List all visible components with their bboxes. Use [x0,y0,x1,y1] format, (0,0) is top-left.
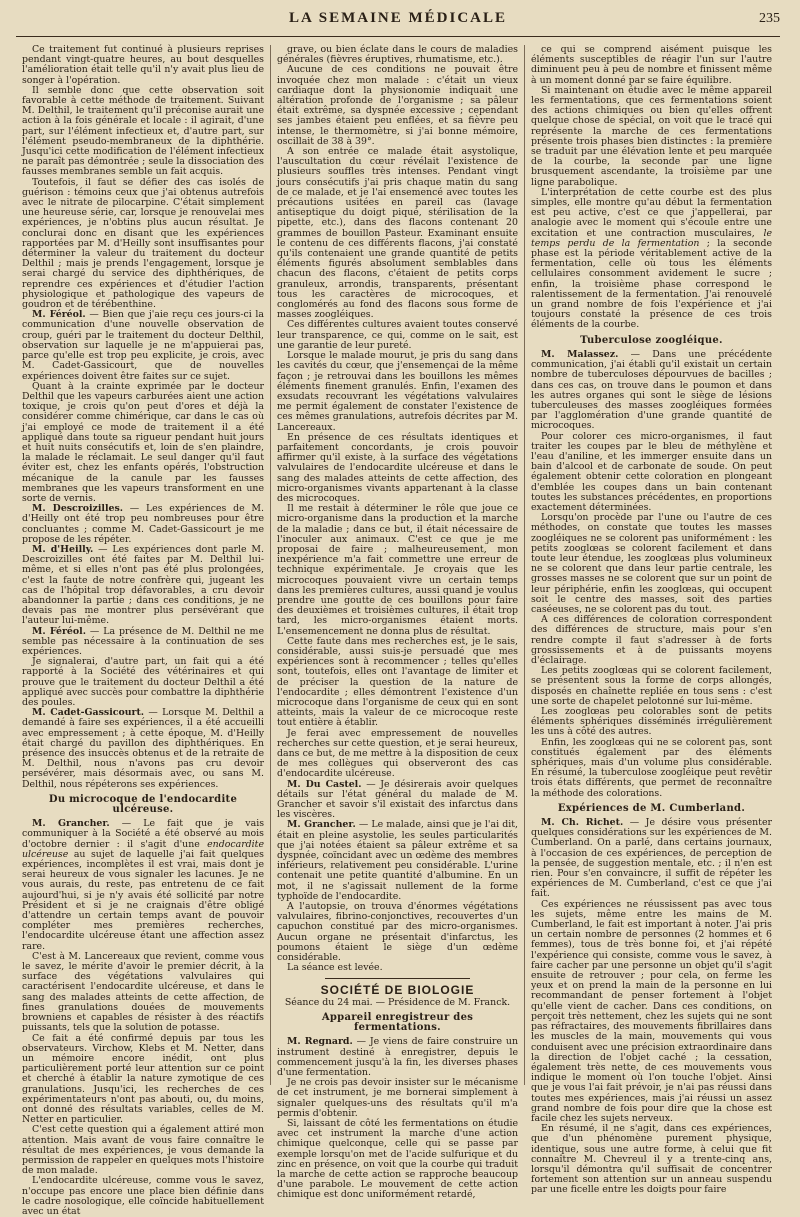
journal-title: LA SEMAINE MÉDICALE [288,10,508,26]
paragraph: Ces expériences ne réussissent pas avec tous les sujets, même entre les mains de M. Cumberland, le fait est important à noter. J'ai pris un certain nombre de personnes (2 hommes et 6 femmes), tous de très bonne foi, et j'ai répété l'expérience qui consiste, comme vous le savez, à faire cacher par une personne un objet qu'il s'agit ensuite de retrouver ; pour cela, on ferme les yeux et on prend la main de la personne en lui recommandant de penser fortement à l'objet qu'elle vient de cacher. Dans ces conditions, on perçoit très nettement, chez les sujets qui ne sont pas réfractaires, des mouvements fibrillaires dans les muscles de la main, mouvements qui vous conduisent avec une précision extraordinaire dans la direction de l'objet caché ; la cessation, également très nette, de ces mouvements vous indique le moment où l'on touche l'objet. Ainsi que je vous l'ai fait prévoir, je n'ai pas réussi dans toutes mes expériences, mais j'ai réussi un assez grand nombre de fois pour dire que la chose est facile chez les sujets nerveux. [531,898,773,1124]
paragraph: M. Ch. Richet. — Je désire vous présenter quelques considérations sur les expériences de M. Cumberland. On a parlé, dans certains journaux, à l'occasion de ces expériences, de perception de la pensée, de suggestion mentale, etc. ; il n'en est rien. Pour s'en convaincre, il suffit de répéter les expériences de M. Cumberland, c'est ce que j'ai fait. [531,817,772,900]
paragraph: Il me restait à déterminer le rôle que joue ce micro-organisme dans la production et la marche de la maladie ; dans ce but, il était nécessaire de l'inoculer aux animaux. C'est ce que je me proposai de faire ; malheureusement, mon inexpérience m'a fait commettre une erreur de technique expérimentale. Je croyais que les microcoques pouvaient vivre un certain temps dans les premières cultures, aussi quand je voulus prendre une goutte de ces bouillons pour faire des deuxièmes et troisièmes cultures, il était trop tard, les micro-organismes étaient morts. L'ensemencement ne donna plus de résultat. [277,503,518,637]
paragraph: Ces différentes cultures avaient toutes conservé leur transparence, ce qui, comme on le sait, est une garantie de leur pureté. [277,319,518,351]
section-heading: Tuberculose zoogléique. [580,334,723,346]
speaker-name: M. Féréol. [32,309,86,321]
paragraph: L'endocardite ulcéreuse, comme vous le savez, n'occupe pas encore une place bien définie dans le cadre nosologique, elle coïncide habituellement avec un état [22,1175,264,1217]
paragraph: Je ne crois pas devoir insister sur le mécanisme de cet instrument, je me bornerai simplement à signaler quelques-uns des résultats qu'il m'a permis d'obtenir. [277,1077,518,1119]
paragraph: A l'autopsie, on trouva d'énormes végétations valvulaires, fibrino-conjonctives, recouvertes d'un capuchon constitué par des micro-organismes. Aucun organe ne présentait d'infarctus, les poumons étaient le siège d'un œdème considérable. [277,901,518,964]
speaker-name: M. Grancher. [287,819,356,831]
section-heading: Du microcoque de l'endocardite ulcéreuse. [48,793,238,816]
column-1 [16,44,270,1217]
paragraph: Si, laissant de côté les fermentations on étudie avec cet instrument la marche d'une action chimique quelconque, celle qui se passe par exemple lorsqu'on met de l'acide sulfurique et du zinc en présence, on voit que la courbe qui traduit la marche de cette action se rapproche beaucoup d'une parabole. Le mouvement de cette action chimique est donc uniformément retardé, [277,1117,518,1201]
paragraph: M. Cadet-Gassicourt. — Lorsque M. Delthil a demandé à faire ses expériences, il a été accueilli avec empressement ; à cette époque, M. d'Heilly était chargé du pavillon des diphthériques. En présence des insuccès obtenus et de la retraite de M. Delthil, nous n'avons pas cru devoir persévérer, mais désormais avec, ou sans M. Delthil, nous répéterons ses expériences. [22,707,264,790]
paragraph: Lorsque le malade mourut, je pris du sang dans les cavités du cœur, que j'ensemençai de la même façon ; je retrouvai dans les bouillons les mêmes éléments finement granulés. Enfin, l'examen des exsudats recouvrant les végétations valvulaires me permit également de constater l'existence de ces mêmes granulations, autrefois décrites par M. Lancereaux. [277,350,518,433]
speaker-name: M. Descroizilles. [32,503,124,515]
speaker-name: M. Féréol. [32,625,86,637]
speaker-name: M. Du Castel. [287,778,362,790]
speaker-name: M. Grancher. [32,818,110,830]
session-line: Séance du 24 mai. — Présidence de M. Franck. [284,996,511,1008]
paragraph: Lorsqu'on procède par l'une ou l'autre de ces méthodes, on constate que toutes les masses zoogléiques ne se colorent pas uniformément : les petits zooglœas se colorent facilement et dans toute leur étendue, les zooglœas plus volumineux ne se colorent que dans leur partie centrale, les grosses masses ne se colorent que sur un point de leur périphérie, enfin les zooglœas, qui occupent soit le centre des masses, soit des parties caséeuses, ne se colorent pas du tout. [531,512,772,615]
paragraph: Toutefois, il faut se défier des cas isolés de guérison : témoins ceux que j'ai obtenus autrefois avec le nitrate de pilocarpine. C'était simplement une heureuse série, car, lorsque je renouvelai mes expériences, je n'obtins plus aucun résultat. Je conclurai donc en disant que les expériences rapportées par M. d'Heilly sont insuffisantes pour déterminer la valeur du traitement du docteur Delthil ; mais je prends l'engagement, lorsque je serai chargé du service des diphthériques, de reprendre ces expériences et d'étudier l'action physiologique et pathologique des vapeurs de goudron et de térébenthine. [22,176,264,311]
column-2 [270,44,524,1201]
paragraph: En résumé, il ne s'agit, dans ces expériences, que d'un phénomène purement physique, identique, sous une autre forme, à celui que fit connaître M. Chevreul il y a trente-cinq ans, lorsqu'il démontra qu'il suffisait de concentrer fortement son attention sur un anneau suspendu par une ficelle entre les doigts pour faire [531,1123,772,1196]
paragraph: Je ferai avec empressement de nouvelles recherches sur cette question, et je serai heureux, dans ce but, de me mettre à la disposition de ceux de mes collègues qui observeront des cas d'endocardite ulcéreuse. [277,727,518,780]
paragraph: Les petits zooglœas qui se colorent facilement, se présentent sous la forme de corps allongés, disposés en chaînette repliée en tous sens : c'est une sorte de chapelet pelotonné sur lui-même. [531,665,772,707]
speaker-name: M. Malassez. [541,348,619,360]
paragraph: A ces différences de coloration correspondent des différences de structure, mais pour s'en rendre compte il faut s'adresser à de forts grossissements et à de puissants moyens d'éclairage. [531,614,772,666]
section-heading: Expériences de M. Cumberland. [557,802,746,814]
speaker-name: M. d'Heilly. [32,543,94,555]
paragraph: La séance est levée. [287,962,383,974]
paragraph: ce qui se comprend aisément puisque les éléments susceptibles de réagir l'un sur l'autre diminuent peu à peu de nombre et finissent même à un moment donné par se faire équilibre. [531,44,772,86]
speaker-name: M. Cadet-Gassicourt. [32,707,145,719]
paragraph: M. Malassez. — Dans une précédente communication, j'ai établi qu'il existait un certain nombre de tuberculoses dépourvues de bacilles ; dans ces cas, on trouve dans le poumon et dans les autres organes qui sont le siège de lésions tuberculeuses des masses zoogléiques formées par l'agglomération d'une grande quantité de microcoques. [531,348,772,432]
paragraph: Cette faute dans mes recherches est, je le sais, considérable, aussi suis-je persuadé que mes expériences sont à recommencer ; telles qu'elles sont, toutefois, elles ont l'avantage de limiter et de préciser la question de la nature de l'endocardite ; elles démontrent l'existence d'un microcoque dans l'organisme de ceux qui en sont atteints, mais la valeur de ce microcoque reste tout entière à établir. [277,635,518,729]
paragraph: M. Regnard. — Je viens de faire construire un instrument destiné à enregistrer, depuis le commencement jusqu'à la fin, les diverses phases d'une fermentation. [277,1036,518,1078]
paragraph: M. Du Castel. — Je désirerais avoir quelques détails sur l'état général du malade de M. Grancher et savoir s'il existait des infarctus dans les viscères. [277,778,518,821]
paragraph: M. Grancher. — Le fait que je vais communiquer à la Société a été observé au mois d'octobre dernier : il s'agit d'une endocardite ulcéreuse au sujet de laquelle j'ai fait quelques expériences, incomplètes il est vrai, mais dont je serai heureux de vous signaler les lacunes. Je ne vous aurais, du reste, pas entretenu de ce fait aujourd'hui, si je n'y avais été sollicité par notre Président et si je ne craignais d'être obligé d'attendre un certain temps avant de pouvoir compléter mes premières recherches, l'endocardite ulcéreuse étant une affection assez rare. [22,818,265,952]
speaker-name: M. Regnard. [287,1036,353,1048]
section-heading: Appareil enregistreur des fermentations. [321,1011,474,1034]
paragraph: A son entrée ce malade était asystolique, l'auscultation du cœur révélait l'existence de plusieurs souffles très intenses. Pendant vingt jours consécutifs j'ai pris chaque matin du sang de ce malade, et je l'ai ensemencé avec toutes les précautions usitées en pareil cas (lavage antiseptique du doigt piqué, stérilisation de la pipette, etc.), dans des flacons contenant 20 grammes de bouillon Pasteur. Examinant ensuite le contenu de ces différents flacons, j'ai constaté qu'ils contenaient une grande quantité de petits éléments figurés absolument semblables dans chacun des flacons, c'étaient de petits corps granuleux, arrondis, transparents, présentant tous les caractères de microcoques, et conglomérés au fond des flacons sous forme de masses zoogléiques. [277,146,518,321]
page-number: 235 [759,11,780,26]
paragraph: Ce fait a été confirmé depuis par tous les observateurs. Virchow, Klebs et M. Netter, dans un mémoire encore inédit, ont plus particulièrement porté leur attention sur ce point et cherché à établir la nature zymotique de ces granulations. Jusqu'ici, les recherches de ces expérimentateurs n'ont pas abouti, ou, du moins, ont donné des résultats variables, celles de M. Netter en particulier. [22,1032,264,1126]
paragraph: Aucune de ces conditions ne pouvait être invoquée chez mon malade : c'était un vieux cardiaque dont la physionomie indiquait une altération profonde de l'organisme ; sa pâleur était extrême, sa dyspnée excessive ; cependant ses jambes étaient peu enflées, et sa fièvre peu intense, le thermomètre, si j'ai bonne mémoire, oscillait de 38 à 39°. [277,64,518,147]
paragraph: grave, ou bien éclate dans le cours de maladies générales (fièvres éruptives, rhumatisme, etc.). [277,44,518,66]
column-3 [524,44,778,1196]
paragraph: Pour colorer ces micro-organismes, il faut traiter les coupes par le bleu de méthylène et l'eau d'aniline, et les immerger ensuite dans un bain d'alcool et de carbonate de soude. On peut également obtenir cette coloration en plongeant d'emblée les coupes dans un bain contenant toutes les substances précédentes, en proportions exactement déterminées. [531,430,772,513]
paragraph: C'est à M. Lancereaux que revient, comme vous le savez, le mérite d'avoir le premier décrit, à la surface des végétations valvulaires qui caractérisent l'endocardite ulcéreuse, et dans le sang des malades atteints de cette affection, de fines granulations douées de mouvements browniens et capables de résister à des réactifs puissants, tels que la solution de potasse. [22,950,264,1034]
columns [16,44,780,1217]
paragraph: Les zooglœas peu colorables sont de petits éléments sphériques disséminés irrégulièrement les uns à côté des autres. [531,706,772,738]
paragraph: Je signalerai, d'autre part, un fait qui a été rapporté à la Société des vétérinaires et qui prouve que le traitement du docteur Delthil a été appliqué avec succès pour combattre la diphthérie des poules. [22,656,264,708]
paragraph: M. Grancher. — Le malade, ainsi que je l'ai dit, était en pleine asystolie, les seules particularités que j'ai notées étaient sa pâleur extrême et sa dyspnée, coïncidant avec un œdème des membres inférieurs, relativement peu considérable. L'urine contenait une petite quantité d'albumine. En un mot, il ne s'agissait nullement de la forme typhoïde de l'endocardite. [277,819,518,902]
paragraph: M. Féréol. — La présence de M. Delthil ne me semble pas nécessaire à la continuation de ses expériences. [22,625,264,657]
divider [325,978,470,979]
masthead [16,10,780,37]
paragraph: L'interprétation de cette courbe est des plus simples, elle montre qu'au début la fermentation est peu active, c'est ce que j'appellerai, par analogie avec le moment qui s'écoule entre une excitation et une contraction musculaires, le temps perdu de la fermentation ; la seconde phase est la période véritablement active de la fermentation, celle où tous les éléments cellulaires consomment avidement le sucre ; enfin, la troisième phase correspond le ralentissement de la fermentation. J'ai renouvelé un grand nombre de fois l'expérience et j'ai toujours constaté la présence de ces trois éléments de la courbe. [531,186,772,331]
paragraph: M. Descroizilles. — Les expériences de M. d'Heilly ont été trop peu nombreuses pour être concluantes ; comme M. Cadet-Gassicourt je me propose de les répéter. [22,503,264,545]
paragraph: Quant à la crainte exprimée par le docteur Delthil que les vapeurs carburées aient une action toxique, je crois qu'on peut d'ores et déjà la considérer comme chimérique, car dans le cas où j'ai employé ce mode de traitement il a été appliqué dans toute sa rigueur pendant huit jours et huit nuits consécutifs et, loin de s'en plaindre, la malade le réclamait. Le seul danger qu'il faut éviter est, chez les enfants opérés, l'obstruction mécanique de la canule par les fausses membranes que les vapeurs transforment en une sorte de vernis. [22,380,264,504]
paragraph: Enfin, les zooglœas qui ne se colorent pas, sont constitués également par des éléments sphériques, mais d'un volume plus considérable. En résumé, la tuberculose zoogléique peut revêtir trois états différents, que permet de reconnaître la méthode des colorations. [531,736,772,799]
paragraph: C'est cette question qui a également attiré mon attention. Mais avant de vous faire connaître le résultat de mes expériences, je vous demande la permission de rappeler en quelques mots l'histoire de mon malade. [22,1124,264,1177]
paragraph: M. Féréol. — Bien que j'aie reçu ces jours-ci la communication d'une nouvelle observation de croup, guéri par le traitement du docteur Delthil, observation sur laquelle je ne m'appuierai pas, parce qu'elle est trop peu explicite, je crois, avec M. Cadet-Gassicourt, que de nouvelles expériences doivent être faites sur ce sujet. [22,309,264,382]
paragraph: En présence de ces résultats identiques et parfaitement concordants, je crois pouvoir affirmer qu'il existe, à la surface des végétations valvulaires de l'endocardite ulcéreuse et dans le sang des malades atteints de cette affection, des micro-organismes vivants appartenant à la classe des microcoques. [277,431,518,504]
paragraph: Ce traitement fut continué à plusieurs reprises pendant vingt-quatre heures, au bout desquelles l'amélioration était telle qu'il n'y avait plus lieu de songer à l'opération. [22,44,264,86]
society-title: SOCIÉTÉ DE BIOLOGIE [320,983,475,998]
paragraph: M. d'Heilly. — Les expériences dont parle M. Descroizilles ont été faites par M. Delthil lui-même, et si elles n'ont pas été plus prolongées, c'est la faute de notre confrère qui, jugeant les cas de l'hôpital trop défavorables, a cru devoir abandonner la partie ; dans ces conditions, je ne devais pas me montrer plus persévérant que l'auteur lui-même. [22,543,264,627]
paragraph: Il semble donc que cette observation soit favorable à cette méthode de traitement. Suivant M. Delthil, le traitement qu'il préconise aurait une action à la fois générale et locale : il agirait, d'une part, sur l'élément infectieux et, d'autre part, sur l'élément pseudo-membraneux de la diphthérie. Jusqu'ici cette modification de l'élément infectieux ne paraît pas démontrée ; seule la dissociation des fausses membranes semble un fait acquis. [22,84,264,178]
paragraph: Si maintenant on étudie avec le même appareil les fermentations, que ces fermentations soient des actions chimiques ou bien qu'elles offrent quelque chose de spécial, on voit que le tracé qui représente la marche de ces fermentations présente trois phases bien distinctes : la première se traduit par une élévation lente et peu marquée de la courbe, la seconde par une ligne brusquement ascendante, la troisième par une ligne parabolique. [531,84,772,188]
speaker-name: M. Ch. Richet. [541,817,624,829]
